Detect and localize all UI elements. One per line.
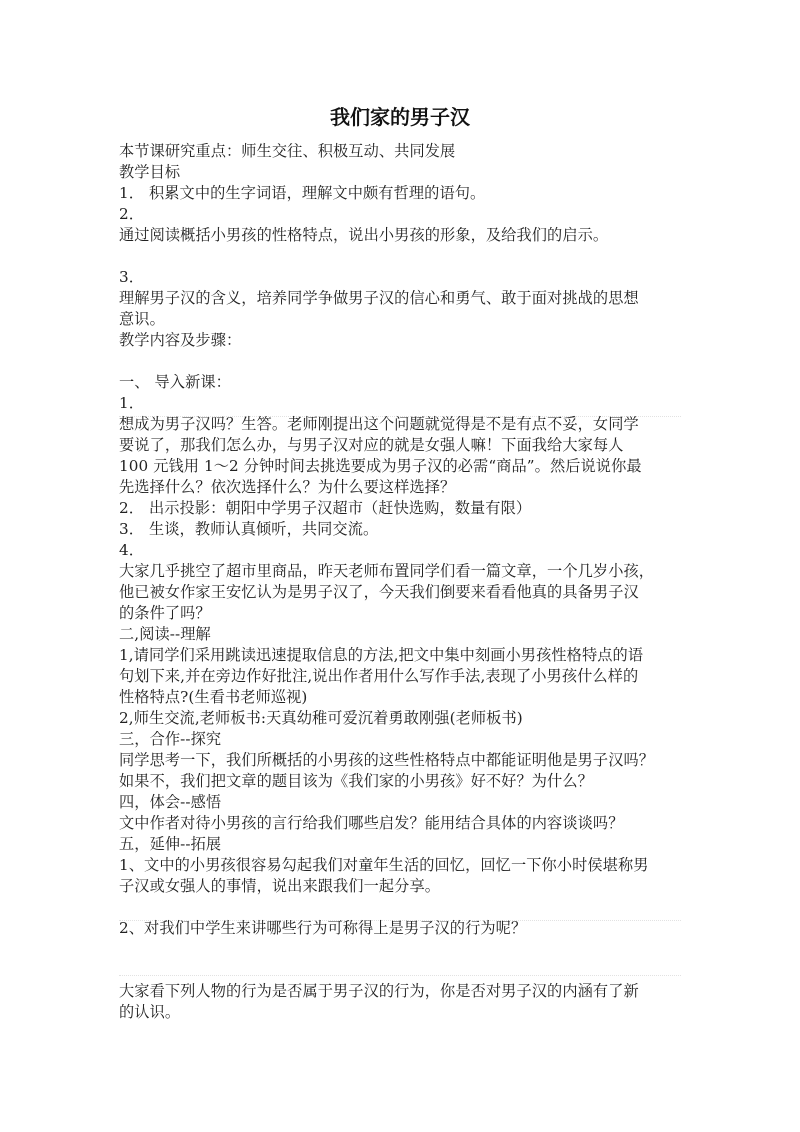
text-line: 3． bbox=[119, 268, 145, 286]
text-line: 1． 积累文中的生字词语，理解文中颇有哲理的语句。 bbox=[119, 184, 486, 202]
section-heading: 四，体会--感悟 bbox=[119, 793, 222, 811]
text-line: 同学思考一下，我们所概括的小男孩的这些性格特点中都能证明他是男子汉吗？ bbox=[119, 751, 655, 769]
text-line: 2、对我们中学生来讲哪些行为可称得上是男子汉的行为呢？ bbox=[119, 919, 527, 937]
text-line: 性格特点?(生看书老师巡视) bbox=[119, 688, 308, 706]
text-line: 4． bbox=[119, 541, 145, 559]
text-line: 2． 出示投影：朝阳中学男子汉超市（赶快选购，数量有限） bbox=[119, 499, 532, 517]
text-line: 3． 生谈，教师认真倾听，共同交流。 bbox=[119, 520, 379, 538]
text-line: 2,师生交流,老师板书:天真幼稚可爱沉着勇敢刚强(老师板书) bbox=[119, 709, 523, 727]
text-line: 2． bbox=[119, 205, 145, 223]
text-line: 意识。 bbox=[119, 310, 165, 328]
text-line: 1、文中的小男孩很容易勾起我们对童年生活的回忆，回忆一下你小时侯堪称男 bbox=[119, 856, 649, 874]
text-line: 他已被女作家王安忆认为是男子汉了，今天我们倒要来看看他真的具备男子汉 bbox=[119, 583, 639, 601]
text-line: 先选择什么？依次选择什么？为什么要这样选择？ bbox=[119, 478, 456, 496]
text-line: 理解男子汉的含义，培养同学争做男子汉的信心和勇气、敢于面对挑战的思想 bbox=[119, 289, 639, 307]
text-line: 文中作者对待小男孩的言行给我们哪些启发？能用结合具体的内容谈谈吗？ bbox=[119, 814, 624, 832]
text-line: 的条件了吗？ bbox=[119, 604, 211, 622]
text-line: 的认识。 bbox=[119, 1003, 181, 1021]
text-line: 1,请同学们采用跳读迅速提取信息的方法,把文中集中刻画小男孩性格特点的语 bbox=[119, 646, 644, 664]
section-heading: 二,阅读--理解 bbox=[119, 625, 211, 643]
text-line: 教学目标 bbox=[119, 163, 181, 181]
section-heading: 一、 导入新课： bbox=[119, 373, 231, 391]
text-line: 句划下来,并在旁边作好批注,说出作者用什么写作手法,表现了小男孩什么样的 bbox=[119, 667, 639, 685]
text-line: 1． bbox=[119, 394, 145, 412]
document-title: 我们家的男子汉 bbox=[330, 105, 470, 129]
text-line: 要说了，那我们怎么办，与男子汉对应的就是女强人嘛！下面我给大家每人 bbox=[119, 436, 624, 454]
text-line: 大家几乎挑空了超市里商品，昨天老师布置同学们看一篇文章，一个几岁小孩， bbox=[119, 562, 655, 580]
text-line: 子汉或女强人的事情，说出来跟我们一起分享。 bbox=[119, 877, 441, 895]
text-line: 教学内容及步骤： bbox=[119, 331, 242, 349]
section-heading: 五，延伸--拓展 bbox=[119, 835, 222, 853]
section-heading: 三，合作--探究 bbox=[119, 730, 222, 748]
text-line: 100 元钱用 1～2 分钟时间去挑选要成为男子汉的必需“商品”。然后说说你最 bbox=[119, 457, 642, 475]
text-line: 本节课研究重点：师生交往、积极互动、共同发展 bbox=[119, 142, 456, 160]
text-line: 通过阅读概括小男孩的性格特点，说出小男孩的形象，及给我们的启示。 bbox=[119, 226, 609, 244]
dotted-separator bbox=[119, 975, 681, 976]
text-line: 大家看下列人物的行为是否属于男子汉的行为，你是否对男子汉的内涵有了新 bbox=[119, 982, 639, 1000]
text-line: 如果不，我们把文章的题目该为《我们家的小男孩》好不好？为什么？ bbox=[119, 772, 593, 790]
text-line: 想成为男子汉吗？生答。老师刚提出这个问题就觉得是不是有点不妥，女同学 bbox=[119, 415, 639, 433]
